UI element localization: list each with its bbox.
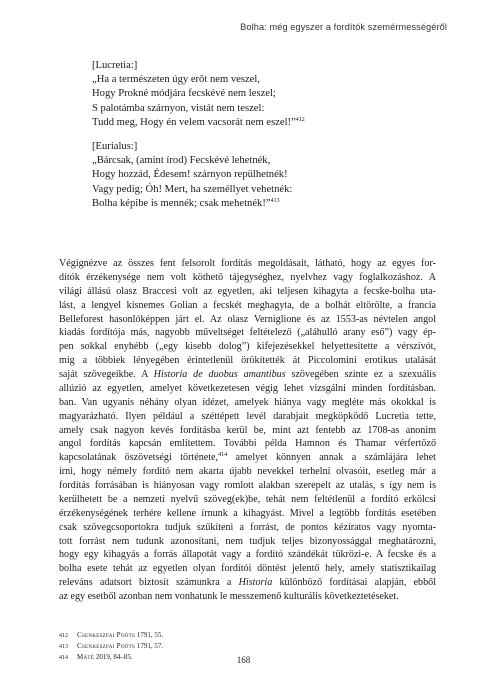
body-line: tott forrást nem tudunk azonosítani, nem tudjuk teljes bizonyossággal meghatározni,: [59, 535, 436, 547]
footnote: 412 Csenkeszfai Poóts 1791, 55.: [59, 631, 164, 639]
page-number: 168: [236, 655, 251, 665]
body-line: érzékenységének terhére kellene írnunk a kihagyást. Mivel a legtöbb fordítás esetében: [59, 507, 436, 519]
body-paragraph: [59, 257, 436, 604]
work-title: Historia: [238, 577, 273, 589]
body-line: lást, a lengyel kisnemes Golian a fecskét meghagyta, de a bolhát eltörölte, a francia: [59, 299, 436, 311]
body-line: világi állású olasz Braccesi volt az egyetlen, aki teljesen kihagyta a fecske-bolha uta-: [59, 285, 436, 297]
body-line: bolha esete tehát az egyetlen olyan fordítói döntést jelentő hely, amely statisztikailag: [59, 563, 436, 575]
footnote: 413 Csenkeszfai Poóts 1791, 57.: [59, 642, 164, 651]
verse-speaker: [Lucretia:]: [92, 60, 138, 71]
body-line: csak szövegcsoportokra tudjuk szűkíteni a forrást, de pontos kéziratos vagy nyomta-: [59, 521, 436, 533]
footnote-ref: 413: [270, 197, 280, 204]
body-line: magyarázható. Ilyen például a széttépett levél darabjait megköpködő Lucretia tette,: [59, 410, 436, 422]
running-head: Bolha: még egyszer a fordítók szemérmességéről: [240, 22, 447, 32]
verse-line: „Ha a természeten úgy erőt nem veszel,: [92, 74, 260, 86]
body-line: dítók érzékenysége nem volt köthető tájegységhez, nyelvhez vagy foglalkozáshoz. A: [59, 271, 436, 283]
verse-line: Vagy pedig; Óh! Mert, ha személlyet vehetnék:: [92, 183, 293, 195]
footnote-ref: 414: [218, 452, 228, 459]
body-line: Belleforest hasonlóképpen járt el. Az olasz Verniglione és az 1553-as névtelen angol: [59, 313, 436, 325]
body-line: angol fordítás kapcsán említettem. További példa Hamnon és Thamar vérfertőző: [59, 438, 436, 450]
verse-line: Hogy Prokné módjára fecskévé nem leszel;: [92, 88, 276, 100]
body-line: amely csak nagyon kevés fordításba kerül be, mint azt fentebb az 1708-as anonim: [59, 424, 436, 436]
verse-line: Bolha képibe is mennék; csak mehetnék!”$^{413}$: [92, 197, 280, 209]
body-line: kiadás fordítója más, nagyobb műveltséget feltételező („aláhulló arany eső”) vagy ép-: [59, 327, 436, 339]
verse-speaker: [Eurialus:]: [92, 141, 138, 152]
verse-block-lucretia: [92, 59, 432, 130]
body-line: Végignézve az összes fent felsorolt fordítás megoldásait, látható, hogy az egyes for-: [59, 258, 436, 269]
footnote: 414 Máté 2019, 84–85.: [59, 653, 133, 662]
body-line: kerülhetett be a nemzeti nyelvű szöveg(ek)be, tehát nem feltétlenül a fordító erkölcsi: [59, 493, 436, 505]
body-line: pen sokkal enyhébb („egy kisebb dolog”) kifejezésekkel helyettesítette a vérszívót,: [59, 341, 436, 353]
body-line: fordítás forrásában is hiányosan vagy romlott alakban szerepelt az utalás, s így nem is: [59, 480, 436, 491]
verse-block-eurialus: [92, 140, 432, 211]
verse-line: „Bárcsak, (amint írod) Fecskévé lehetnék,: [92, 155, 271, 167]
body-line: hogy egy kihagyás a forrás állapotát vagy a fordító szándékát tükrözi-e. A fecske és a: [59, 549, 436, 561]
body-line: az egy esetből azonban nem vonhatunk le messzemenő kulturális következtetéseket.: [59, 591, 399, 602]
verse-line: Tudd meg, Hogy én velem vacsorát nem eszel!”$^{412}$: [92, 116, 305, 128]
work-title: Historia de duobus amantibus: [153, 369, 286, 380]
body-line: ban. Van ugyanis néhány olyan idézet, amelyek hiánya vagy megléte más okokkal is: [59, 396, 436, 408]
verse-line: Hogy hozzád, Édesem! szárnyon repülhetnék!: [92, 169, 288, 181]
body-line: saját szövegeikbe. A Historia de duobus amantibus szövegében szinte ez a szexuális: [59, 369, 436, 380]
body-line: kapcsolatának öszövetségi története,$^{414}$ amelyet könnyen annak a számlájára lehet: [59, 452, 436, 464]
footnote-ref: 412: [295, 116, 305, 123]
body-line: míg a többiek lényegében érintetlenül örökítették át Piccolomini erotikus utalását: [59, 355, 436, 367]
body-line: allúzió az egyetlen, amelyet következetesen végig lehet vizsgálni minden fordításban.: [59, 382, 436, 394]
verse-line: S palotámba szárnyon, vistát nem teszel:: [92, 102, 265, 114]
body-line: releváns adatsort biztosít számunkra a Historia különböző fordításai alapján, ebből: [59, 577, 436, 589]
body-line: írni, hogy némely fordító nem akarta újabb nevekkel terhelni olvasóit, esetleg már a: [59, 466, 436, 478]
